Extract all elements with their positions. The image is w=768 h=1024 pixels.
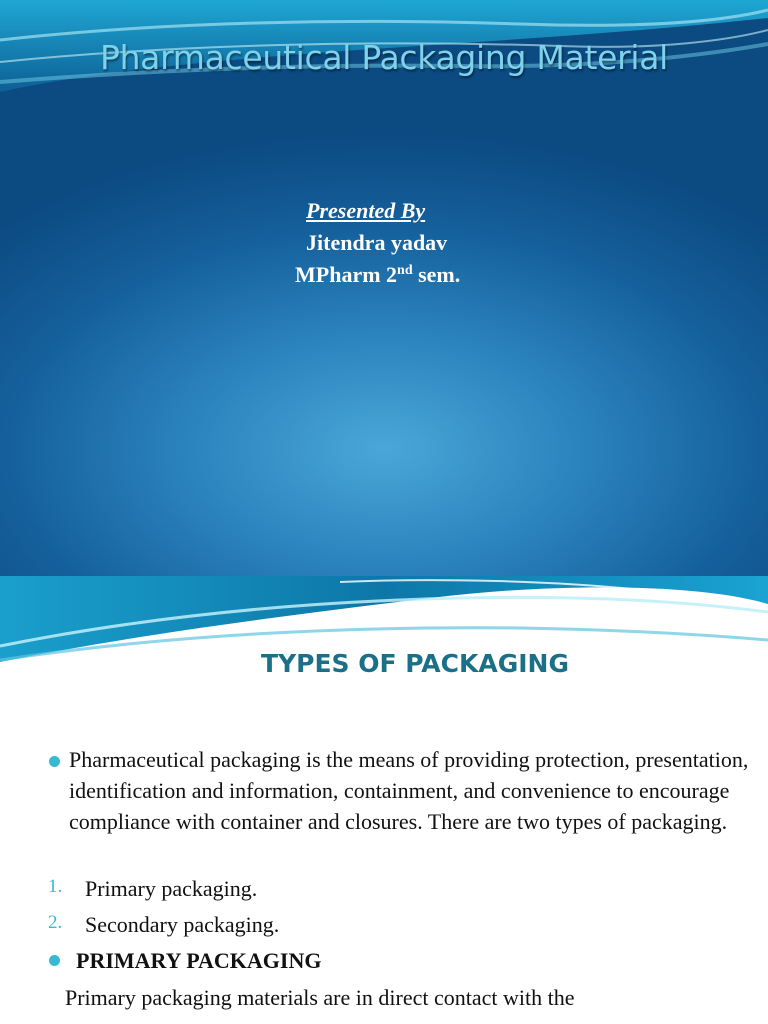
presented-by-label: Presented By <box>306 198 426 223</box>
course-info <box>295 262 460 288</box>
course-prefix: MPharm 2 <box>295 262 398 287</box>
list-number: 2. <box>48 912 63 933</box>
section-heading: PRIMARY PACKAGING <box>76 948 322 973</box>
slide-title: Pharmaceutical Packaging Material <box>99 38 669 77</box>
slide-heading: TYPES OF PACKAGING <box>260 649 569 678</box>
section-paragraph: Primary packaging materials are in direct contact with the <box>65 985 575 1010</box>
bullet-icon <box>49 756 60 767</box>
course-superscript: nd <box>397 263 413 278</box>
course-suffix: sem. <box>412 262 461 287</box>
list-number: 1. <box>48 876 63 897</box>
content-slide <box>0 576 768 1024</box>
author-name: Jitendra yadav <box>306 230 448 255</box>
list-item: Secondary packaging. <box>85 912 280 937</box>
list-item: Primary packaging. <box>85 876 258 901</box>
bullet-icon <box>49 955 60 966</box>
intro-paragraph: Pharmaceutical packaging is the means of providing protection, presentation, identification and information, containment, and convenience to encourage compliance with container and closures. There are two types of packaging. <box>69 747 749 834</box>
